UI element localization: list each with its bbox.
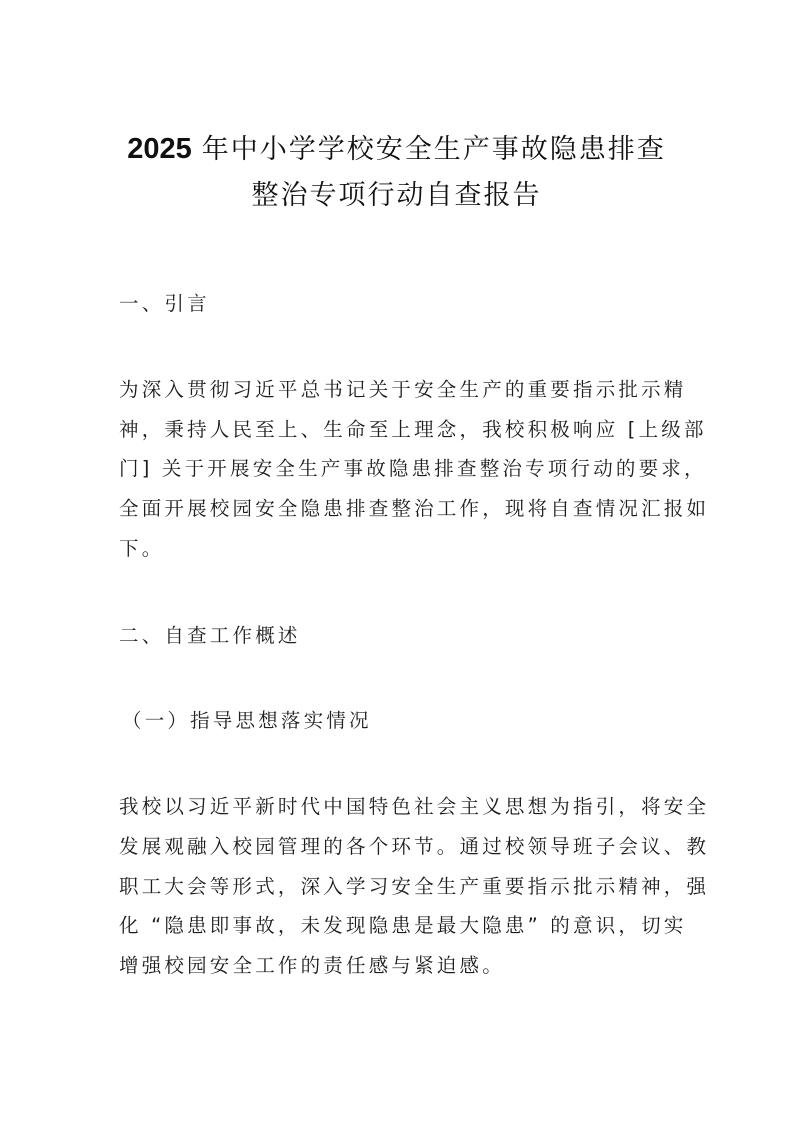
guiding-paragraph-line-2: 发展观融入校园管理的各个环节。通过校领导班子会议、教: [119, 835, 710, 858]
guiding-paragraph-line-1: 我校以习近平新时代中国特色社会主义思想为指引，将安全: [119, 795, 710, 818]
intro-paragraph-line-5: 下。: [119, 537, 165, 560]
subsection-heading-guiding-ideology: （一）指导思想落实情况: [122, 709, 372, 732]
guiding-paragraph-line-4: 化 “隐患即事故，未发现隐患是最大隐患” 的意识，切实: [119, 914, 687, 937]
title-line-1-text: 年中小学学校安全生产事故隐患排查: [201, 134, 666, 165]
section-heading-self-inspection-overview: 二、自查工作概述: [119, 624, 301, 647]
document-title-line-2: 整治专项行动自查报告: [251, 180, 542, 211]
intro-paragraph-line-1: 为深入贯彻习近平总书记关于安全生产的重要指示批示精: [119, 378, 687, 401]
intro-paragraph-line-4: 全面开展校园安全隐患排查整治工作，现将自查情况汇报如: [119, 497, 710, 520]
intro-paragraph-line-3: 门] 关于开展安全生产事故隐患排查整治专项行动的要求，: [119, 457, 707, 480]
intro-paragraph-line-2: 神，秉持人民至上、生命至上理念，我校积极响应 [上级部: [119, 418, 707, 441]
guiding-paragraph-line-3: 职工大会等形式，深入学习安全生产重要指示批示精神，强: [119, 875, 710, 898]
document-title-line-1: [0, 127, 793, 166]
title-year: 2025: [127, 133, 192, 165]
section-heading-introduction: 一、引言: [119, 292, 210, 315]
guiding-paragraph-line-5: 增强校园安全工作的责任感与紧迫感。: [119, 954, 505, 977]
